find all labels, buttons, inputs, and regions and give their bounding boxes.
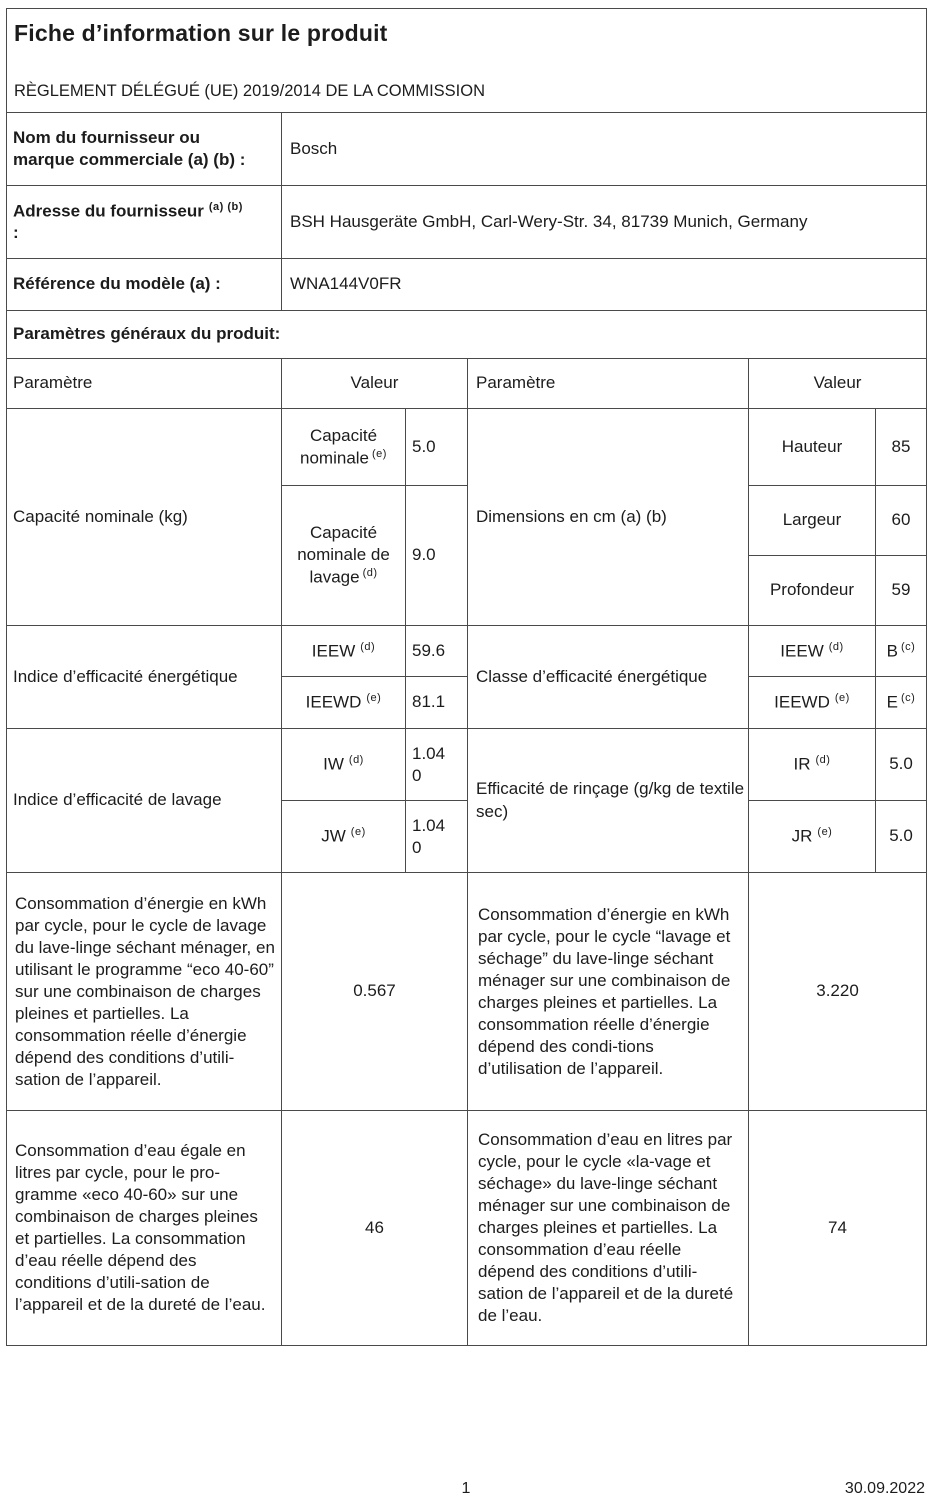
supplier-address-row (7, 186, 927, 259)
ir-value: 5.0 (876, 729, 927, 801)
supplier-name-value: Bosch (282, 113, 927, 186)
capacity-washing-value: 9.0 (406, 486, 468, 626)
ieew-sup: (d) (360, 640, 376, 653)
supplier-address-value: BSH Hausgeräte GmbH, Carl-Wery-Str. 34, 81739 Munich, Germany (282, 186, 927, 259)
iw-value (406, 729, 468, 801)
supplier-address-label (7, 186, 282, 259)
iw-sup: (d) (348, 754, 364, 767)
energy-index-row-label: Indice d’efficacité énergétique (7, 626, 282, 729)
model-reference-label: Référence du modèle (a) : (7, 259, 282, 311)
title-row (7, 9, 927, 113)
section-title-row (7, 311, 927, 359)
column-header-row (7, 359, 927, 409)
energy-consumption-washdry-value: 3.220 (749, 873, 927, 1111)
water-consumption-row (7, 1111, 927, 1346)
energy-consumption-wash-text: Consommation d’énergie en kWh par cycle, pour le cycle de lavage du lave-linge séchant ménager, en utilisant le programme “eco 40-60” sur une combinaison de charges pleines et partielles. La consommation réelle d’énergie dépend des conditions d’utili-sation de l’appareil. (7, 873, 282, 1111)
supplier-address-label-colon: : (13, 223, 19, 243)
capacity-row-label: Capacité nominale (kg) (7, 409, 282, 626)
jw-sup: (e) (350, 826, 366, 839)
ir-name (749, 729, 876, 801)
energy-consumption-row (7, 873, 927, 1111)
energy-class-label: Classe d’efficacité énergétique (468, 626, 749, 729)
ir-sup: (d) (815, 754, 831, 767)
capacity-nominal-sup: (e) (372, 447, 387, 460)
ieew-name (282, 626, 406, 677)
jr-sup: (e) (817, 826, 833, 839)
title-cell (7, 9, 927, 113)
ieewd-class-value-sup: (c) (901, 692, 916, 705)
jw-value (406, 801, 468, 873)
supplier-address-label-text: Adresse du fournisseur (13, 201, 204, 221)
capacity-washing-sup: (d) (362, 567, 378, 580)
column-header-valeur-left: Valeur (282, 359, 468, 409)
footer-date: 30.09.2022 (844, 1480, 925, 1497)
ieew-class-name (749, 626, 876, 677)
ieewd-name (282, 677, 406, 729)
model-reference-value: WNA144V0FR (282, 259, 927, 311)
iw-name-text: IW (323, 754, 344, 774)
energy-consumption-wash-value: 0.567 (282, 873, 468, 1111)
column-header-valeur-right: Valeur (749, 359, 927, 409)
energy-consumption-washdry-text: Consommation d’énergie en kWh par cycle, pour le cycle “lavage et séchage” du lave-linge séchant ménager sur une combinaison de charges pleines et partielles. La consommation réelle d’énergie dépend des condi-tions d’utilisation de l’appareil. (468, 873, 749, 1111)
ieewd-class-name-text: IEEWD (774, 692, 830, 712)
energy-index-row-1 (7, 626, 927, 677)
ir-name-text: IR (793, 754, 811, 774)
capacity-nominal-value: 5.0 (406, 409, 468, 486)
ieew-class-name-text: IEEW (780, 641, 824, 661)
water-consumption-wash-value: 46 (282, 1111, 468, 1346)
iw-value-text: 1.040 (412, 743, 446, 785)
ieew-value: 59.6 (406, 626, 468, 677)
capacity-washing-name-text: Capacité nominale de lavage (297, 523, 390, 587)
supplier-address-label-sup: (a) (b) (208, 200, 243, 213)
capacity-nominal-name-text: Capacité nominale (300, 425, 378, 468)
iw-name (282, 729, 406, 801)
capacity-nominal-name (282, 409, 406, 486)
water-consumption-wash-text: Consommation d’eau égale en litres par cycle, pour le pro-gramme «eco 40-60» sur une combinaison de charges pleines et partielles. La consommation d’eau réelle dépend des conditions d’utili-sation de l’appareil et de la dureté de l’eau. (7, 1111, 282, 1346)
rinse-efficiency-label: Efficacité de rinçage (g/kg de textile sec) (468, 729, 749, 873)
ieewd-name-text: IEEWD (305, 692, 362, 712)
page-number: 1 (461, 1480, 471, 1497)
ieewd-class-sup: (e) (834, 692, 850, 705)
supplier-name-label: Nom du fournisseur ou marque commerciale (a) (b) : (7, 113, 282, 186)
column-header-parametre-left: Paramètre (7, 359, 282, 409)
dimension-height-value: 85 (876, 409, 927, 486)
jw-name (282, 801, 406, 873)
water-consumption-washdry-text: Consommation d’eau en litres par cycle, pour le cycle «la-vage et séchage» du lave-linge séchant ménager sur une combinaison de charges pleines et partielles. La consommation d’eau réelle dépend des conditions d’utili-sation de l’appareil et de la dureté de l’eau. (468, 1111, 749, 1346)
regulation-subtitle: RÈGLEMENT DÉLÉGUÉ (UE) 2019/2014 DE LA COMMISSION (14, 81, 486, 100)
column-header-parametre-right: Paramètre (468, 359, 749, 409)
capacity-washing-name (282, 486, 406, 626)
dimension-width-name: Largeur (749, 486, 876, 556)
ieew-class-value-sup: (c) (901, 640, 916, 653)
ieewd-class-value (876, 677, 927, 729)
model-reference-row (7, 259, 927, 311)
washing-index-row-1 (7, 729, 927, 801)
dimension-height-name: Hauteur (749, 409, 876, 486)
general-parameters-section-title: Paramètres généraux du produit: (7, 311, 927, 359)
ieew-class-value (876, 626, 927, 677)
washing-index-row-label: Indice d’efficacité de lavage (7, 729, 282, 873)
water-consumption-washdry-value: 74 (749, 1111, 927, 1346)
ieewd-class-name (749, 677, 876, 729)
dimension-depth-value: 59 (876, 556, 927, 626)
jr-name (749, 801, 876, 873)
jr-name-text: JR (791, 826, 813, 846)
ieewd-class-value-text: E (886, 692, 899, 712)
page-title: Fiche d’information sur le produit (14, 20, 388, 46)
supplier-name-row (7, 113, 927, 186)
ieewd-value: 81.1 (406, 677, 468, 729)
jw-value-text: 1.040 (412, 815, 446, 857)
jw-name-text: JW (321, 826, 346, 846)
ieewd-sup: (e) (366, 692, 382, 705)
dimension-depth-name: Profondeur (749, 556, 876, 626)
dimension-width-value: 60 (876, 486, 927, 556)
ieew-name-text: IEEW (311, 641, 356, 661)
product-sheet-table (6, 8, 927, 1346)
capacity-row-1 (7, 409, 927, 486)
ieew-class-value-text: B (886, 641, 899, 661)
ieew-class-sup: (d) (828, 640, 844, 653)
jr-value: 5.0 (876, 801, 927, 873)
dimensions-label: Dimensions en cm (a) (b) (468, 409, 749, 626)
